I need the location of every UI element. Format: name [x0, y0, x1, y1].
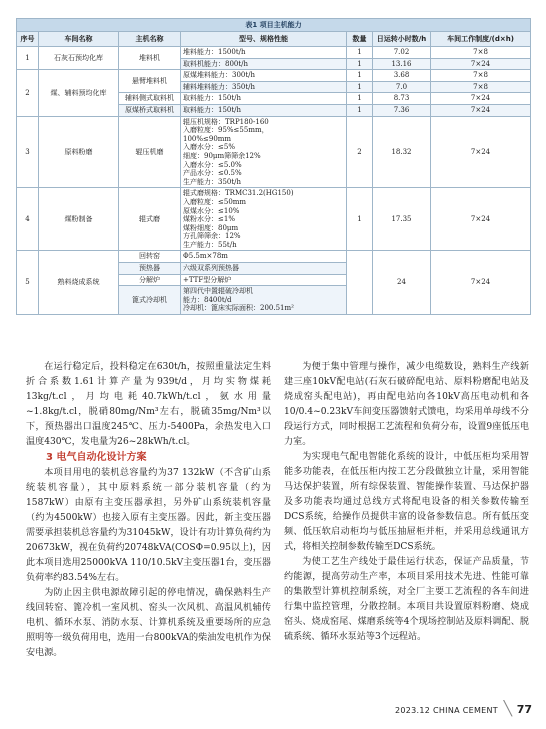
- cell-specs: [181, 274, 347, 286]
- spec-line: 冷却机：篦床实际面积：200.51m²: [183, 304, 294, 313]
- column-header: 序号: [17, 32, 39, 47]
- cell-hours: 17.35: [373, 188, 431, 251]
- paragraph-operation-results: 在运行稳定后，投料稳定在630t/h，按照重量法定生料折合系数1.61计算产量为939t/d，月均实物煤耗13kg/t.cl，月均电耗40.7kWh/t.cl，氨水用量~1.8kg/t.cl，脱硝80mg/Nm³左右，脱硫35mg/Nm³以下，预热器出口温度245℃、压力-5400Pa，余热发电入口温度430℃，发电量为26~28kWh/t.cl。: [26, 362, 271, 447]
- column-header: 主机名称: [119, 32, 181, 47]
- section-heading: 3 电气自动化设计方案: [46, 452, 147, 463]
- spec-line: 100%≤90mm: [183, 134, 232, 143]
- cell-specs: [181, 58, 347, 70]
- spec-line: 第四代中置辊破冷却机: [183, 287, 253, 296]
- cell-hours: 3.68: [373, 70, 431, 82]
- cell-specs: [181, 188, 347, 251]
- cell-hours: 24: [373, 251, 431, 315]
- spec-line: 煤粉水分：≤1%: [183, 215, 235, 224]
- cell-hours: 7.02: [373, 47, 431, 59]
- cell-qty: 1: [347, 93, 373, 105]
- cell-workshop: 煤、辅料预均化库: [39, 70, 119, 116]
- cell-machine: 原煤桥式取料机: [119, 104, 181, 116]
- spec-line: +TTF型分解炉: [183, 275, 232, 284]
- column-header: 车间工作制度/(d×h): [431, 32, 531, 47]
- left-text-column: [26, 360, 271, 661]
- spec-line: 生产能力：350t/h: [183, 177, 242, 186]
- spec-line: 入磨粒度：≤50mm: [183, 197, 247, 206]
- main-equipment-table: [16, 18, 531, 315]
- spec-line: 入磨水分：≤5%: [183, 143, 235, 152]
- cell-hours: 7.0: [373, 81, 431, 93]
- cell-specs: [181, 251, 347, 263]
- spec-line: 煤粉细度：80μm: [183, 223, 239, 232]
- cell-schedule: 7×24: [431, 93, 531, 105]
- spec-line: 取料能力：150t/h: [183, 94, 242, 103]
- table-row: [17, 251, 531, 263]
- cell-schedule: 7×24: [431, 116, 531, 188]
- paragraph-backup-power: 为防止因主供电源故障引起的停电情况，确保熟料生产线回转窑、篦冷机一室风机、窑头一次风机、高温风机辅传电机、循环水泵、消防水泵、计算机系统及重要场所的应急照明等一级负荷用电，选用一台800kVA的柴油发电机作为保安电源。: [26, 588, 271, 658]
- cell-specs: [181, 81, 347, 93]
- cell-no: 3: [17, 116, 39, 188]
- spec-line: 辊压机规格：TRP180-160: [183, 117, 269, 126]
- cell-machine: 篦式冷却机: [119, 286, 181, 315]
- cell-specs: [181, 93, 347, 105]
- spec-line: 入磨粒度：95%≤55mm，: [183, 126, 269, 135]
- cell-machine: 分解炉: [119, 274, 181, 286]
- cell-no: 5: [17, 251, 39, 315]
- cell-schedule: 7×24: [431, 251, 531, 315]
- cell-qty: [347, 251, 373, 315]
- cell-schedule: 7×24: [431, 104, 531, 116]
- spec-line: 方孔筛筛余：12%: [183, 232, 241, 241]
- paragraph-smart-distribution: 为实现电气配电智能化系统的设计，中低压柜均采用智能多功能表，在低压柜内按工艺分段做独立计量，采用智能马达保护装置，所有综保装置、智能操作装置、马达保护器及多功能表均通过总线方式将配电设备的相关参数传输至DCS系统，给操作员提供丰富的设备参数信息。所有低压变频、低压软启动柜均与低压抽屉柜并柜，并采用总线通讯方式，将相关控制参数传输至DCS系统。: [284, 452, 529, 552]
- cell-workshop: 原料粉磨: [39, 116, 119, 188]
- cell-schedule: 7×8: [431, 70, 531, 82]
- table-caption-row: [17, 19, 531, 32]
- cell-workshop: 石灰石预均化库: [39, 47, 119, 70]
- spec-line: 原煤堆料能力：300t/h: [183, 71, 256, 80]
- cell-hours: 7.36: [373, 104, 431, 116]
- cell-qty: 1: [347, 70, 373, 82]
- cell-machine: 预热器: [119, 263, 181, 275]
- paragraph-installed-capacity: 本项目用电的装机总容量约为37 132kW（不含矿山系统装机容量），其中原料系统一部分装机容量（约为1587kW）由原有主变压器承担，另外矿山系统装机容量（约为4500kW）也接入原有主变压器。因此，新主变压器需要承担装机总容量约为31045kW，设计有功计算负荷约为20673kW，视在负荷约20748kVA(COSΦ=0.95以上)，因此本项目选用25000kVA 110/10.5kV主变压器1台，变压器负荷率约83.54%左右。: [26, 468, 271, 583]
- cell-machine: 辅料侧式取料机: [119, 93, 181, 105]
- cell-hours: 13.16: [373, 58, 431, 70]
- cell-no: 1: [17, 47, 39, 70]
- cell-machine: 辊式磨: [119, 188, 181, 251]
- spec-line: 堆料能力：1500t/h: [183, 48, 246, 56]
- cell-qty: 1: [347, 47, 373, 59]
- column-header: 车间名称: [39, 32, 119, 47]
- cell-specs: [181, 47, 347, 59]
- cell-specs: [181, 70, 347, 82]
- cell-machine: 回转窑: [119, 251, 181, 263]
- spec-line: 辊式磨规格：TRMC31.2(HG150): [183, 189, 294, 198]
- page-footer: [330, 703, 536, 719]
- paragraph-dcs-control: 为使工艺生产线处于最佳运行状态，保证产品质量，节约能源，提高劳动生产率，本项目采用技术先进、性能可靠的集散型计算机控制系统，对全厂主要工艺流程的各车间进行集中监控管理，分散控制。本项目共设置原料粉磨、烧成窑头、烧成窑尾、煤磨系统等4个现场控制站及原料调配、脱硫系统、循环水泵站等3个远程站。: [284, 557, 529, 642]
- spec-line: 取料机能力：800t/h: [183, 59, 249, 68]
- cell-qty: 2: [347, 116, 373, 188]
- spec-line: Φ5.5m×78m: [183, 252, 228, 261]
- spec-line: 能力：8400t/d: [183, 295, 232, 304]
- paragraph-distribution-stations: 为便于集中管理与操作，减少电缆数设，熟料生产线新建三座10kV配电站(石灰石破碎配电站、原料粉磨配电站及烧成窑头配电站)，再由配电站向各10kV高压电动机和各10/0.4~0.23kV车间变压器馈射式馈电，均采用单母线不分段运行方式，同时根据工艺流程和负荷分布，设置9座低压电力室。: [284, 362, 529, 447]
- cell-specs: [181, 116, 347, 188]
- column-header: 数量: [347, 32, 373, 47]
- spec-line: 产品水分：≤0.5%: [183, 169, 242, 178]
- cell-schedule: 7×24: [431, 188, 531, 251]
- cell-specs: [181, 104, 347, 116]
- table-row: [17, 188, 531, 251]
- footer-divider: ╲: [503, 701, 512, 717]
- cell-qty: 1: [347, 58, 373, 70]
- cell-hours: 18.32: [373, 116, 431, 188]
- spec-line: 取料能力：150t/h: [183, 105, 242, 114]
- cell-machine: 堆料机: [119, 47, 181, 70]
- spec-line: 辅料堆料能力：350t/h: [183, 82, 256, 91]
- table-caption: 表1 项目主机能力: [17, 19, 531, 32]
- column-header: 型号、规格性能: [181, 32, 347, 47]
- table-row: [17, 116, 531, 188]
- cell-no: 2: [17, 70, 39, 116]
- table-header-row: [17, 32, 531, 47]
- column-header: 日运转小时数/h: [373, 32, 431, 47]
- journal-issue: 2023.12 CHINA CEMENT: [394, 706, 498, 715]
- right-text-column: [284, 360, 529, 645]
- spec-line: 原煤水分：≤10%: [183, 206, 240, 215]
- table-row: [17, 70, 531, 82]
- spec-line: 细度：90μm筛筛余12%: [183, 151, 261, 160]
- cell-qty: 1: [347, 188, 373, 251]
- cell-no: 4: [17, 188, 39, 251]
- cell-machine: 辊压机磨: [119, 116, 181, 188]
- cell-workshop: 熟料烧成系统: [39, 251, 119, 315]
- cell-schedule: 7×8: [431, 47, 531, 59]
- cell-hours: 8.73: [373, 93, 431, 105]
- cell-qty: 1: [347, 81, 373, 93]
- spec-line: 入磨水分：≤5.0%: [183, 160, 242, 169]
- cell-specs: [181, 263, 347, 275]
- spec-line: 生产能力：55t/h: [183, 240, 237, 249]
- cell-schedule: 7×24: [431, 58, 531, 70]
- cell-workshop: 煤粉制备: [39, 188, 119, 251]
- cell-qty: 1: [347, 104, 373, 116]
- page-number: 77: [516, 703, 532, 716]
- cell-specs: [181, 286, 347, 315]
- cell-machine: 悬臂堆料机: [119, 70, 181, 93]
- table-row: [17, 47, 531, 59]
- cell-schedule: 7×8: [431, 81, 531, 93]
- spec-line: 六级双系列预热器: [183, 264, 239, 273]
